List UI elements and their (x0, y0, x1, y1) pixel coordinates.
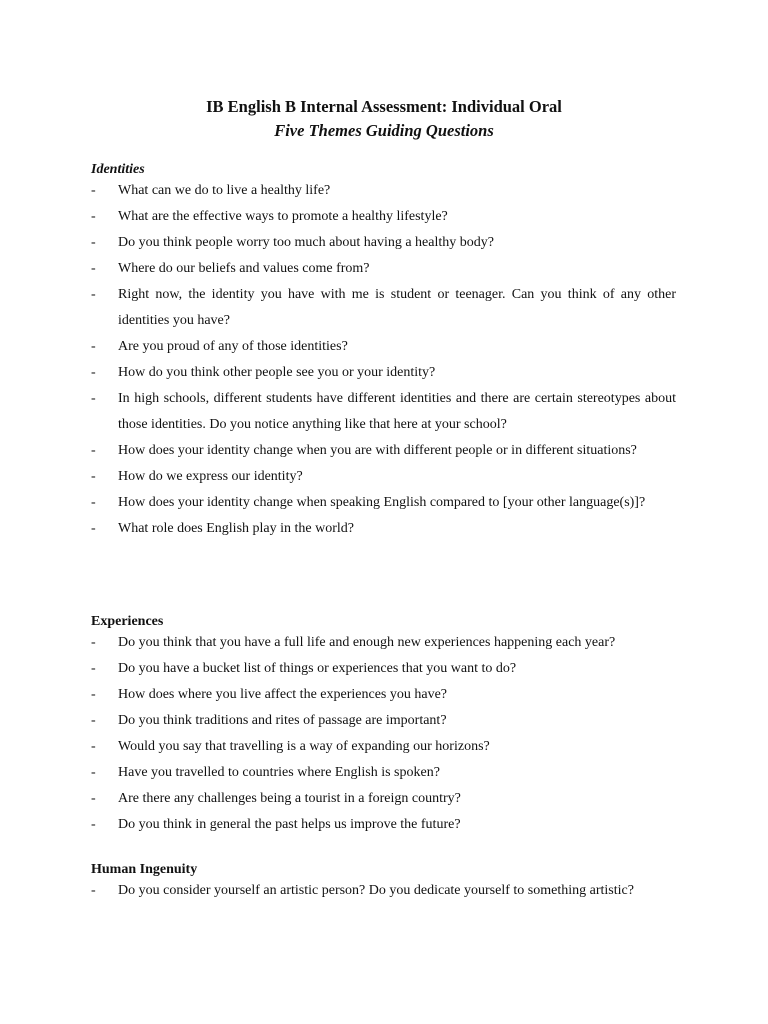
list-item (91, 360, 676, 386)
list-item (91, 682, 676, 708)
list-item (91, 786, 676, 812)
list-item (91, 516, 676, 542)
bullet-dash: - (91, 817, 96, 832)
section-heading: Experiences (91, 614, 164, 629)
question-text: Do you consider yourself an artistic person? Do you dedicate yourself to something artistic? (118, 883, 634, 898)
bullet-dash: - (91, 661, 96, 676)
question-text: Are you proud of any of those identities? (118, 339, 348, 354)
bullet-dash: - (91, 443, 96, 458)
bullet-dash: - (91, 765, 96, 780)
question-text: Do you think that you have a full life and enough new experiences happening each year? (118, 635, 616, 650)
question-text: How does where you live affect the experiences you have? (118, 687, 447, 702)
bullet-dash: - (91, 287, 96, 302)
list-item (91, 656, 676, 682)
list-item (91, 878, 676, 904)
list-item (91, 386, 676, 438)
list-item (91, 256, 676, 282)
list-item (91, 734, 676, 760)
question-text: Would you say that travelling is a way of expanding our horizons? (118, 739, 490, 754)
document-header (0, 95, 768, 143)
question-text: How do we express our identity? (118, 469, 303, 484)
question-text: Right now, the identity you have with me is student or teenager. Can you think of any other identities you have? (118, 287, 676, 328)
bullet-dash: - (91, 469, 96, 484)
list-item (91, 812, 676, 838)
question-text: What role does English play in the world? (118, 521, 354, 536)
section-identities (91, 162, 676, 542)
question-text: What are the effective ways to promote a healthy lifestyle? (118, 209, 448, 224)
question-text: Do you think in general the past helps us improve the future? (118, 817, 461, 832)
list-item (91, 230, 676, 256)
question-list (91, 878, 676, 904)
list-item (91, 630, 676, 656)
bullet-dash: - (91, 183, 96, 198)
section-human-ingenuity (91, 862, 676, 904)
question-text: What can we do to live a healthy life? (118, 183, 331, 198)
bullet-dash: - (91, 883, 96, 898)
bullet-dash: - (91, 235, 96, 250)
question-text: Do you think traditions and rites of passage are important? (118, 713, 447, 728)
question-text: How does your identity change when you are with different people or in different situations? (118, 443, 637, 458)
section-heading: Identities (91, 162, 145, 177)
bullet-dash: - (91, 739, 96, 754)
list-item (91, 708, 676, 734)
question-list (91, 178, 676, 542)
list-item (91, 464, 676, 490)
question-text: Are there any challenges being a tourist in a foreign country? (118, 791, 461, 806)
question-text: How do you think other people see you or your identity? (118, 365, 436, 380)
question-text: Where do our beliefs and values come from? (118, 261, 370, 276)
bullet-dash: - (91, 521, 96, 536)
list-item (91, 438, 676, 464)
bullet-dash: - (91, 261, 96, 276)
list-item (91, 282, 676, 334)
question-text: Have you travelled to countries where English is spoken? (118, 765, 440, 780)
question-list (91, 630, 676, 838)
question-text: Do you have a bucket list of things or experiences that you want to do? (118, 661, 517, 676)
bullet-dash: - (91, 209, 96, 224)
document-title: IB English B Internal Assessment: Individual Oral (206, 97, 562, 116)
bullet-dash: - (91, 791, 96, 806)
bullet-dash: - (91, 635, 96, 650)
bullet-dash: - (91, 339, 96, 354)
bullet-dash: - (91, 365, 96, 380)
list-item (91, 204, 676, 230)
bullet-dash: - (91, 391, 96, 406)
bullet-dash: - (91, 713, 96, 728)
list-item (91, 334, 676, 360)
question-text: Do you think people worry too much about having a healthy body? (118, 235, 494, 250)
list-item (91, 178, 676, 204)
bullet-dash: - (91, 687, 96, 702)
section-heading: Human Ingenuity (91, 862, 198, 877)
list-item (91, 490, 676, 516)
document-subtitle: Five Themes Guiding Questions (274, 121, 494, 140)
list-item (91, 760, 676, 786)
question-text: In high schools, different students have different identities and there are certain stereotypes about those identities. Do you notice anything like that here at your school? (118, 391, 676, 432)
section-experiences (91, 614, 676, 838)
bullet-dash: - (91, 495, 96, 510)
question-text: How does your identity change when speaking English compared to [your other language(s)]? (118, 495, 646, 510)
